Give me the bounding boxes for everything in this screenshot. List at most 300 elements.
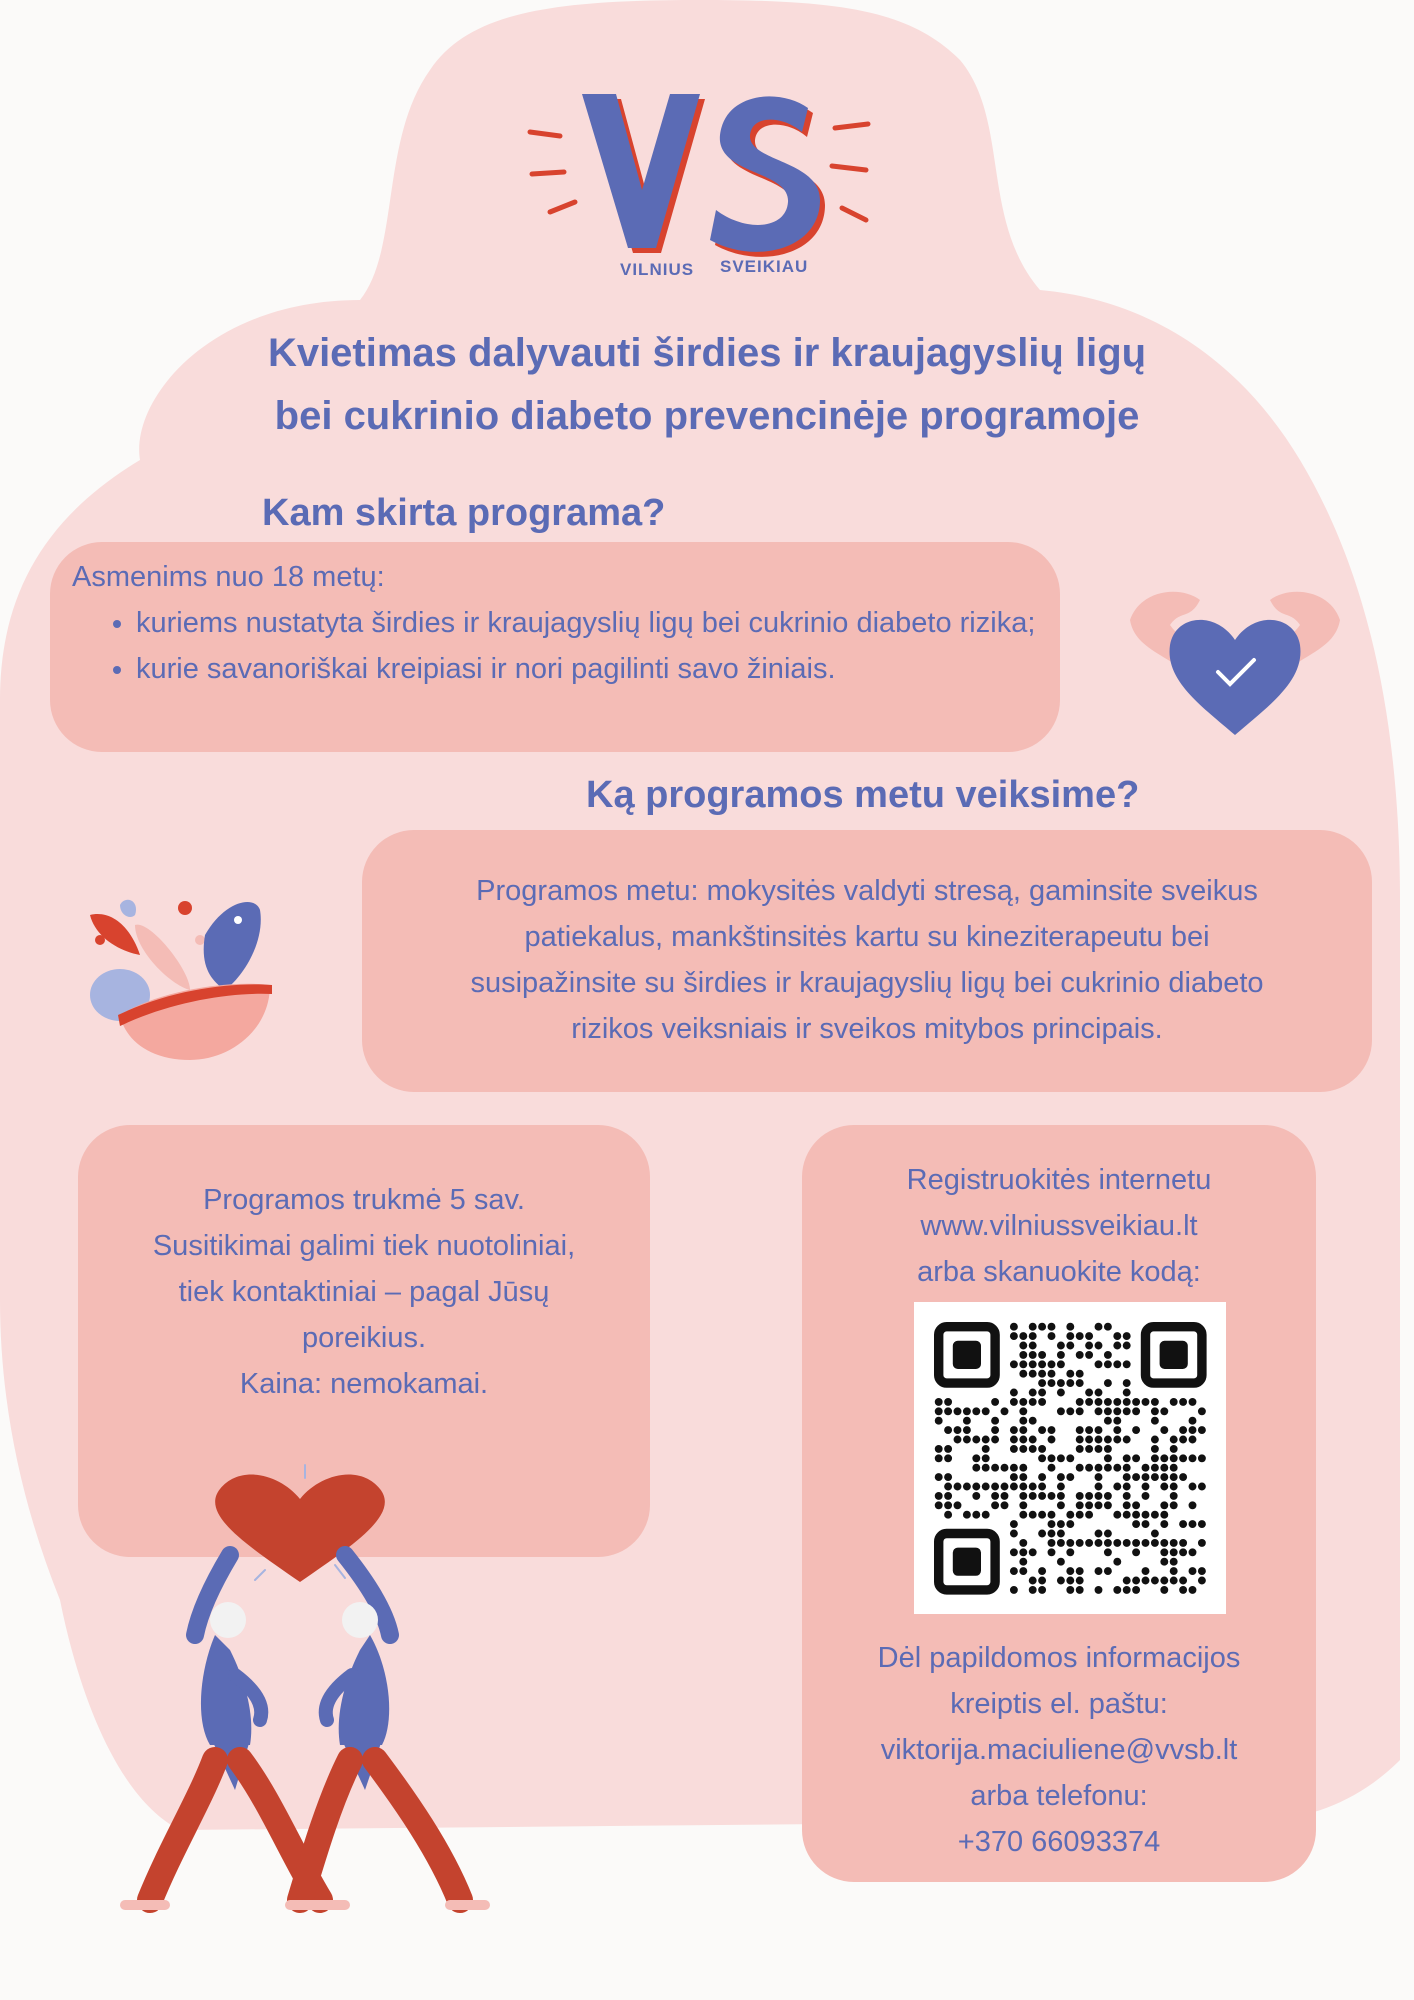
qr-module	[1038, 1389, 1046, 1397]
qr-module	[1132, 1577, 1140, 1585]
qr-module	[935, 1398, 943, 1406]
qr-module	[1151, 1398, 1159, 1406]
qr-module	[1113, 1436, 1121, 1444]
qr-module	[1189, 1454, 1197, 1462]
qr-module	[1113, 1342, 1121, 1350]
qr-module	[963, 1426, 971, 1434]
qr-module	[944, 1445, 952, 1453]
qr-module	[1038, 1426, 1046, 1434]
email-link[interactable]: viktorija.maciuliene@vvsb.lt	[880, 1734, 1238, 1766]
qr-module	[1179, 1548, 1187, 1556]
people-holding-heart-icon	[120, 1460, 620, 1920]
qr-module	[1142, 1492, 1150, 1500]
qr-module	[1057, 1520, 1065, 1528]
qr-module	[991, 1398, 999, 1406]
qr-module	[1019, 1567, 1027, 1575]
audience-item: • kuriems nustatyta širdies ir kraujagyslių ligų bei cukrinio diabeto rizika;	[136, 600, 1040, 646]
qr-module	[1048, 1426, 1056, 1434]
qr-module	[1198, 1567, 1206, 1575]
qr-module	[1085, 1445, 1093, 1453]
qr-module	[1029, 1398, 1037, 1406]
qr-module	[1048, 1530, 1056, 1538]
qr-module	[1057, 1407, 1065, 1415]
qr-module	[1198, 1407, 1206, 1415]
qr-module	[1085, 1492, 1093, 1500]
qr-module	[1095, 1398, 1103, 1406]
qr-finder-center	[953, 1548, 981, 1576]
qr-module	[1076, 1501, 1084, 1509]
qr-module	[982, 1436, 990, 1444]
qr-module	[1123, 1464, 1131, 1472]
duration-line: Programos trukmė 5 sav.	[203, 1184, 525, 1216]
qr-module	[1095, 1539, 1103, 1547]
qr-module	[1132, 1454, 1140, 1462]
qr-module	[1095, 1436, 1103, 1444]
qr-module	[1076, 1492, 1084, 1500]
qr-module	[1019, 1473, 1027, 1481]
qr-module	[1170, 1548, 1178, 1556]
qr-module	[1010, 1548, 1018, 1556]
qr-module	[1076, 1586, 1084, 1594]
section1-heading: Kam skirta programa?	[262, 492, 666, 534]
title-line-1: Kvietimas dalyvauti širdies ir kraujagyslių ligų	[267, 331, 1147, 375]
qr-module	[1076, 1445, 1084, 1453]
qr-module	[1076, 1398, 1084, 1406]
qr-module	[1142, 1398, 1150, 1406]
qr-module	[1160, 1501, 1168, 1509]
qr-module	[1048, 1511, 1056, 1519]
activities-box	[362, 830, 1372, 1092]
qr-module	[963, 1407, 971, 1415]
qr-module	[1160, 1558, 1168, 1566]
qr-module	[1038, 1445, 1046, 1453]
qr-module	[1029, 1492, 1037, 1500]
qr-module	[1123, 1342, 1131, 1350]
qr-module	[1179, 1520, 1187, 1528]
qr-module	[1198, 1483, 1206, 1491]
qr-module	[1095, 1586, 1103, 1594]
qr-module	[1010, 1389, 1018, 1397]
qr-module	[1038, 1473, 1046, 1481]
qr-module	[954, 1501, 962, 1509]
qr-module	[954, 1407, 962, 1415]
qr-module	[1189, 1436, 1197, 1444]
qr-module	[1057, 1577, 1065, 1585]
qr-module	[935, 1445, 943, 1453]
qr-module	[1151, 1539, 1159, 1547]
qr-module	[1048, 1323, 1056, 1331]
qr-module	[1057, 1530, 1065, 1538]
qr-module	[1151, 1511, 1159, 1519]
qr-module	[1048, 1332, 1056, 1340]
phone-link[interactable]: +370 66093374	[957, 1826, 1161, 1858]
contact-line: arba telefonu:	[970, 1780, 1148, 1812]
qr-module	[1198, 1426, 1206, 1434]
qr-module	[1095, 1464, 1103, 1472]
qr-module	[1076, 1464, 1084, 1472]
qr-module	[1104, 1445, 1112, 1453]
qr-module	[1132, 1511, 1140, 1519]
qr-module	[1019, 1342, 1027, 1350]
qr-module	[1066, 1520, 1074, 1528]
qr-module	[1104, 1407, 1112, 1415]
qr-module	[1001, 1501, 1009, 1509]
qr-module	[963, 1436, 971, 1444]
qr-module	[1076, 1577, 1084, 1585]
qr-module	[1104, 1417, 1112, 1425]
qr-module	[935, 1501, 943, 1509]
qr-module	[1076, 1370, 1084, 1378]
qr-module	[1151, 1436, 1159, 1444]
qr-module	[963, 1511, 971, 1519]
qr-module	[991, 1464, 999, 1472]
qr-module	[1019, 1332, 1027, 1340]
qr-module	[982, 1454, 990, 1462]
section2-heading: Ką programos metu veiksime?	[586, 774, 1140, 816]
qr-module	[1001, 1483, 1009, 1491]
qr-module	[1066, 1577, 1074, 1585]
qr-module	[1142, 1520, 1150, 1528]
qr-module	[944, 1407, 952, 1415]
qr-module	[1170, 1492, 1178, 1500]
qr-module	[1189, 1548, 1197, 1556]
qr-module	[1010, 1483, 1018, 1491]
qr-module	[1057, 1379, 1065, 1387]
qr-module	[1123, 1407, 1131, 1415]
qr-module	[991, 1417, 999, 1425]
audience-item: • kurie savanoriškai kreipiasi ir nori pagilinti savo žiniais.	[136, 646, 1040, 692]
qr-module	[1076, 1426, 1084, 1434]
qr-module	[1085, 1436, 1093, 1444]
qr-finder-center	[953, 1341, 981, 1369]
qr-module	[1038, 1379, 1046, 1387]
qr-module	[1048, 1539, 1056, 1547]
qr-module	[1104, 1436, 1112, 1444]
qr-module	[1160, 1464, 1168, 1472]
qr-module	[1104, 1548, 1112, 1556]
qr-module	[1048, 1360, 1056, 1368]
qr-module	[972, 1492, 980, 1500]
qr-module	[1142, 1473, 1150, 1481]
qr-module	[1010, 1332, 1018, 1340]
qr-module	[1170, 1436, 1178, 1444]
qr-module	[1123, 1379, 1131, 1387]
qr-module	[1010, 1520, 1018, 1528]
qr-module	[1066, 1454, 1074, 1462]
qr-module	[1142, 1483, 1150, 1491]
qr-module	[972, 1436, 980, 1444]
qr-module	[1029, 1445, 1037, 1453]
qr-finder-center	[1160, 1341, 1188, 1369]
qr-module	[1151, 1407, 1159, 1415]
qr-module	[1066, 1379, 1074, 1387]
qr-module	[1038, 1492, 1046, 1500]
qr-module	[963, 1417, 971, 1425]
qr-module	[1104, 1398, 1112, 1406]
qr-module	[1048, 1464, 1056, 1472]
qr-module	[1142, 1577, 1150, 1585]
qr-module	[1048, 1548, 1056, 1556]
qr-module	[1085, 1342, 1093, 1350]
qr-module	[1019, 1492, 1027, 1500]
qr-module	[954, 1483, 962, 1491]
qr-module	[1076, 1539, 1084, 1547]
qr-module	[1048, 1379, 1056, 1387]
qr-module	[1198, 1520, 1206, 1528]
qr-module	[982, 1483, 990, 1491]
qr-module	[1010, 1436, 1018, 1444]
qr-module	[1104, 1530, 1112, 1538]
qr-module	[1104, 1501, 1112, 1509]
qr-module	[1170, 1501, 1178, 1509]
qr-module	[1085, 1426, 1093, 1434]
qr-module	[1057, 1342, 1065, 1350]
qr-module	[972, 1511, 980, 1519]
qr-module	[1160, 1511, 1168, 1519]
qr-module	[1038, 1567, 1046, 1575]
qr-module	[972, 1464, 980, 1472]
qr-module	[1010, 1530, 1018, 1538]
qr-module	[1151, 1577, 1159, 1585]
qr-module	[1085, 1351, 1093, 1359]
qr-module	[935, 1473, 943, 1481]
qr-module	[1048, 1436, 1056, 1444]
qr-module	[972, 1454, 980, 1462]
qr-module	[1113, 1426, 1121, 1434]
logo-vs-mark	[582, 94, 825, 257]
qr-module	[1019, 1539, 1027, 1547]
qr-module	[1095, 1360, 1103, 1368]
qr-module	[954, 1426, 962, 1434]
qr-module	[1010, 1473, 1018, 1481]
audience-list	[72, 600, 1040, 692]
qr-module	[1076, 1511, 1084, 1519]
qr-module	[1123, 1332, 1131, 1340]
qr-module	[1019, 1398, 1027, 1406]
qr-module	[1113, 1417, 1121, 1425]
qr-module	[1066, 1332, 1074, 1340]
qr-module	[1066, 1370, 1074, 1378]
qr-module	[944, 1483, 952, 1491]
qr-module	[1095, 1342, 1103, 1350]
qr-module	[1189, 1483, 1197, 1491]
qr-module	[935, 1417, 943, 1425]
duration-line: Susitikimai galimi tiek nuotoliniai,	[152, 1230, 576, 1262]
qr-module	[1019, 1483, 1027, 1491]
title-line-2: bei cukrinio diabeto prevencinėje programoje	[274, 394, 1140, 438]
qr-module	[1029, 1332, 1037, 1340]
qr-module	[1123, 1511, 1131, 1519]
qr-module	[982, 1464, 990, 1472]
qr-module	[1132, 1501, 1140, 1509]
contact-line: kreiptis el. paštu:	[950, 1688, 1168, 1720]
qr-module	[1057, 1360, 1065, 1368]
qr-module	[1170, 1473, 1178, 1481]
qr-module	[1010, 1586, 1018, 1594]
qr-module	[1198, 1577, 1206, 1585]
qr-module	[972, 1483, 980, 1491]
qr-module	[1095, 1445, 1103, 1453]
qr-module	[1076, 1407, 1084, 1415]
vilnius-sveikiau-logo	[520, 80, 880, 280]
qr-module	[1113, 1360, 1121, 1368]
qr-module	[1189, 1417, 1197, 1425]
qr-module	[1057, 1454, 1065, 1462]
page-title	[60, 322, 1354, 448]
qr-module	[1095, 1323, 1103, 1331]
qr-module	[1160, 1586, 1168, 1594]
qr-module	[944, 1501, 952, 1509]
qr-module	[1113, 1483, 1121, 1491]
qr-module	[1057, 1501, 1065, 1509]
qr-module	[1189, 1426, 1197, 1434]
qr-module	[1066, 1342, 1074, 1350]
qr-module	[1179, 1436, 1187, 1444]
qr-module	[963, 1483, 971, 1491]
contact-block	[802, 1635, 1316, 1865]
qr-module	[1160, 1539, 1168, 1547]
qr-module	[1029, 1586, 1037, 1594]
qr-module	[1179, 1577, 1187, 1585]
registration-line: arba skanuokite kodą:	[917, 1256, 1201, 1288]
qr-module	[1189, 1520, 1197, 1528]
qr-module	[1029, 1351, 1037, 1359]
qr-module	[1160, 1483, 1168, 1491]
qr-module	[1085, 1398, 1093, 1406]
qr-module	[1123, 1501, 1131, 1509]
qr-module	[1076, 1436, 1084, 1444]
qr-module	[1151, 1417, 1159, 1425]
qr-module	[1132, 1473, 1140, 1481]
qr-module	[1066, 1407, 1074, 1415]
qr-module	[1038, 1577, 1046, 1585]
qr-module	[1066, 1473, 1074, 1481]
qr-module	[944, 1473, 952, 1481]
qr-module	[1029, 1577, 1037, 1585]
qr-module	[1142, 1539, 1150, 1547]
qr-module	[1066, 1548, 1074, 1556]
qr-code-pattern	[914, 1302, 1226, 1614]
qr-code[interactable]	[914, 1302, 1226, 1614]
qr-module	[991, 1426, 999, 1434]
qr-module	[1001, 1407, 1009, 1415]
qr-module	[1104, 1539, 1112, 1547]
qr-module	[991, 1483, 999, 1491]
qr-module	[1170, 1558, 1178, 1566]
qr-module	[1048, 1370, 1056, 1378]
qr-module	[1095, 1426, 1103, 1434]
qr-module	[1029, 1511, 1037, 1519]
qr-module	[1123, 1586, 1131, 1594]
qr-module	[1085, 1389, 1093, 1397]
qr-module	[1085, 1539, 1093, 1547]
qr-module	[1019, 1360, 1027, 1368]
qr-module	[1095, 1567, 1103, 1575]
qr-module	[1160, 1520, 1168, 1528]
qr-module	[1104, 1464, 1112, 1472]
qr-module	[1038, 1398, 1046, 1406]
qr-module	[1132, 1586, 1140, 1594]
logo-name-right: SVEIKIAU	[720, 257, 809, 276]
qr-module	[1123, 1436, 1131, 1444]
qr-module	[944, 1454, 952, 1462]
qr-module	[1170, 1483, 1178, 1491]
activities-line: patiekalus, mankštinsitės kartu su kineziterapeutu bei	[524, 921, 1210, 953]
qr-module	[1019, 1558, 1027, 1566]
qr-module	[1160, 1473, 1168, 1481]
qr-module	[1010, 1567, 1018, 1575]
qr-module	[1113, 1586, 1121, 1594]
qr-module	[944, 1511, 952, 1519]
qr-module	[1151, 1454, 1159, 1462]
qr-module	[1066, 1511, 1074, 1519]
qr-module	[1095, 1473, 1103, 1481]
qr-module	[1095, 1492, 1103, 1500]
website-link[interactable]: www.vilniussveikiau.lt	[920, 1210, 1198, 1242]
qr-module	[1095, 1501, 1103, 1509]
qr-module	[1160, 1454, 1168, 1462]
qr-module	[1038, 1530, 1046, 1538]
qr-module	[1057, 1389, 1065, 1397]
qr-module	[1085, 1501, 1093, 1509]
target-audience-box	[50, 542, 1060, 752]
qr-module	[1076, 1379, 1084, 1387]
qr-module	[1001, 1464, 1009, 1472]
qr-module	[1123, 1483, 1131, 1491]
logo-rays-right	[832, 124, 868, 220]
qr-module	[1085, 1511, 1093, 1519]
qr-module	[1151, 1530, 1159, 1538]
qr-module	[1010, 1464, 1018, 1472]
qr-module	[991, 1492, 999, 1500]
qr-module	[1123, 1454, 1131, 1462]
qr-module	[935, 1454, 943, 1462]
qr-module	[1113, 1539, 1121, 1547]
qr-module	[1038, 1483, 1046, 1491]
qr-module	[1076, 1567, 1084, 1575]
qr-module	[1132, 1548, 1140, 1556]
qr-module	[1010, 1323, 1018, 1331]
qr-module	[1151, 1445, 1159, 1453]
qr-module	[1170, 1577, 1178, 1585]
qr-module	[1123, 1577, 1131, 1585]
qr-module	[1113, 1558, 1121, 1566]
qr-module	[1123, 1398, 1131, 1406]
qr-module	[1160, 1577, 1168, 1585]
registration-line: Registruokitės internetu	[906, 1164, 1212, 1196]
duration-line: poreikius.	[301, 1322, 427, 1354]
qr-module	[935, 1492, 943, 1500]
qr-module	[1132, 1426, 1140, 1434]
qr-module	[1104, 1492, 1112, 1500]
qr-module	[1019, 1445, 1027, 1453]
qr-module	[1085, 1332, 1093, 1340]
qr-module	[1179, 1539, 1187, 1547]
qr-module	[1179, 1426, 1187, 1434]
heart-check-icon	[1120, 580, 1350, 740]
qr-module	[972, 1407, 980, 1415]
qr-module	[1189, 1567, 1197, 1575]
qr-module	[1019, 1417, 1027, 1425]
qr-module	[1132, 1407, 1140, 1415]
qr-module	[1113, 1332, 1121, 1340]
qr-module	[1104, 1360, 1112, 1368]
qr-module	[1113, 1511, 1121, 1519]
logo-name-left: VILNIUS	[620, 260, 695, 279]
qr-module	[944, 1426, 952, 1434]
qr-module	[1029, 1436, 1037, 1444]
qr-module	[1076, 1351, 1084, 1359]
